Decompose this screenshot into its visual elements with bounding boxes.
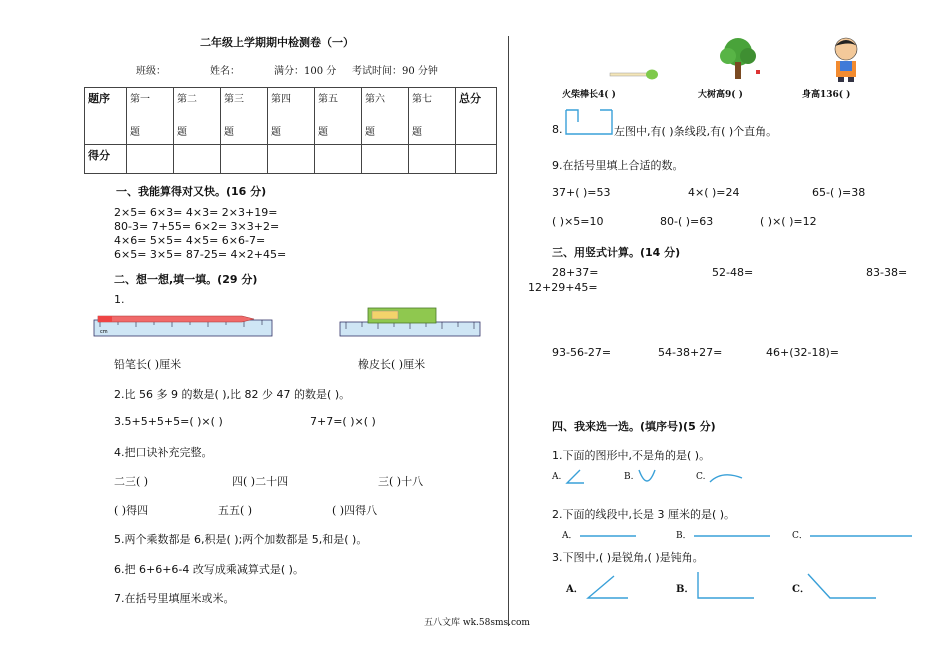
segment-c <box>808 528 914 540</box>
class-label: 班级： <box>136 66 166 77</box>
ruler-unit-label: cm <box>100 329 108 335</box>
sec1-line-3: 4×6= 5×5= 4×5= 6×6-7= <box>114 234 266 247</box>
q9-item-1: 37+( )=53 <box>552 186 611 199</box>
segment-b <box>692 528 772 540</box>
column-divider <box>508 36 509 626</box>
score-cell[interactable] <box>221 145 268 174</box>
boy-image <box>828 34 864 84</box>
question-5: 5.两个乘数都是 6,积是( );两个加数都是 5,和是( )。 <box>114 533 368 546</box>
pencil-length-question: 铅笔长( )厘米 <box>114 358 182 371</box>
s4q2-option-b[interactable]: B． <box>676 531 692 541</box>
question-4: 4.把口诀补充完整。 <box>114 446 213 459</box>
score-table <box>84 87 497 174</box>
question-3b: 7+7=( )×( ) <box>310 415 376 428</box>
table-col-7: 第七 题 <box>409 88 456 145</box>
q4-item-6: ( )四得八 <box>332 504 378 517</box>
q4-item-5: 五五( ) <box>218 504 253 517</box>
table-header-label: 题序 <box>85 88 127 145</box>
s3-item-5: 93-56-27= <box>552 346 612 359</box>
s4q2-option-a[interactable]: A． <box>562 531 578 541</box>
s3-item-3: 83-38= <box>866 266 908 279</box>
sec1-line-4: 6×5= 3×5= 87-25= 4×2+45= <box>114 248 287 261</box>
q4-item-3: 三( )十八 <box>378 475 424 488</box>
score-row-label: 得分 <box>85 145 127 174</box>
q9-item-3: 65-( )=38 <box>812 186 866 199</box>
angle-figure-a <box>564 468 586 486</box>
q9-item-6: ( )×( )=12 <box>760 215 817 228</box>
eraser-length-question: 橡皮长( )厘米 <box>358 358 426 371</box>
score-cell[interactable] <box>409 145 456 174</box>
table-col-5: 第五 题 <box>315 88 362 145</box>
q9-item-2: 4×( )=24 <box>688 186 740 199</box>
question-3a: 3.5+5+5+5=( )×( ) <box>114 415 223 428</box>
matchstick-caption: 火柴棒长4( ) <box>562 90 616 100</box>
s3-item-1: 28+37= <box>552 266 599 279</box>
section-3-title: 三、用竖式计算。(14 分) <box>552 246 681 259</box>
question-2: 2.比 56 多 9 的数是( ),比 82 少 47 的数是( )。 <box>114 388 351 401</box>
s4q3-option-c[interactable]: C． <box>792 584 810 595</box>
matchstick-image <box>608 68 660 82</box>
page-title: 二年级上学期期中检测卷（一） <box>200 36 354 49</box>
question-7: 7.在括号里填厘米或米。 <box>114 592 235 605</box>
curve-figure-b <box>636 468 658 486</box>
footer-watermark: 五八文库 wk.58sms.com <box>424 618 530 628</box>
table-total-label: 总分 <box>456 88 497 145</box>
s4q3-option-a[interactable]: A． <box>566 584 584 595</box>
s3-item-6: 54-38+27= <box>658 346 723 359</box>
sec1-line-2: 80-3= 7+55= 6×2= 3×3+2= <box>114 220 280 233</box>
table-col-2: 第二 题 <box>174 88 221 145</box>
height-caption: 身高136( ) <box>802 90 851 100</box>
q9-item-5: 80-( )=63 <box>660 215 714 228</box>
section-1-title: 一、我能算得对又快。(16 分) <box>116 185 267 198</box>
s4q2-option-c[interactable]: C． <box>792 531 808 541</box>
table-col-3: 第三 题 <box>221 88 268 145</box>
table-col-1: 第一 题 <box>127 88 174 145</box>
s4-question-3: 3.下图中,( )是锐角,( )是钝角。 <box>552 551 704 564</box>
score-cell[interactable] <box>127 145 174 174</box>
segment-a <box>578 528 638 540</box>
section-2-title: 二、想一想,填一填。(29 分) <box>114 273 258 286</box>
tree-image <box>714 36 764 82</box>
pencil-ruler-illustration <box>92 312 278 338</box>
table-col-6: 第六 题 <box>362 88 409 145</box>
s4q1-option-c[interactable]: C. <box>696 472 706 482</box>
sec1-line-1: 2×5= 6×3= 4×3= 2×3+19= <box>114 206 278 219</box>
s3-item-2: 52-48= <box>712 266 754 279</box>
question-6: 6.把 6+6+6-4 改写成乘减算式是( )。 <box>114 563 304 576</box>
obtuse-angle-figure <box>806 570 878 600</box>
eraser-ruler-illustration <box>338 306 484 338</box>
score-cell[interactable] <box>268 145 315 174</box>
q8-shape-figure <box>564 106 614 136</box>
q4-item-1: 二三( ) <box>114 475 149 488</box>
exam-time-label: 考试时间：90 分钟 <box>352 66 438 77</box>
tree-caption: 大树高9( ) <box>698 90 743 100</box>
angle-figure-c <box>708 468 744 486</box>
s4q1-option-a[interactable]: A. <box>552 472 562 482</box>
s3-item-4: 12+29+45= <box>528 281 598 294</box>
score-cell-total[interactable] <box>456 145 497 174</box>
q4-item-4: ( )得四 <box>114 504 149 517</box>
s4-question-2: 2.下面的线段中,长是 3 厘米的是( )。 <box>552 508 736 521</box>
score-cell[interactable] <box>174 145 221 174</box>
q9-item-4: ( )×5=10 <box>552 215 604 228</box>
q4-item-2: 四( )二十四 <box>232 475 289 488</box>
score-cell[interactable] <box>315 145 362 174</box>
table-col-4: 第四 题 <box>268 88 315 145</box>
s4q1-option-b[interactable]: B. <box>624 472 634 482</box>
s4q3-option-b[interactable]: B． <box>676 584 695 595</box>
q1-number: 1. <box>114 293 125 306</box>
question-9: 9.在括号里填上合适的数。 <box>552 159 684 172</box>
section-4-title: 四、我来选一选。(填序号)(5 分) <box>552 420 716 433</box>
right-angle-figure <box>694 570 756 600</box>
s4-question-1: 1.下面的图形中,不是角的是( )。 <box>552 449 711 462</box>
acute-angle-figure <box>584 572 630 600</box>
question-8-number: 8. <box>552 123 563 136</box>
question-8: 左图中,有( )条线段,有( )个直角。 <box>614 125 778 138</box>
s3-item-7: 46+(32-18)= <box>766 346 839 359</box>
full-score-label: 满分：100 分 <box>274 66 337 77</box>
score-cell[interactable] <box>362 145 409 174</box>
name-label: 姓名： <box>210 66 240 77</box>
